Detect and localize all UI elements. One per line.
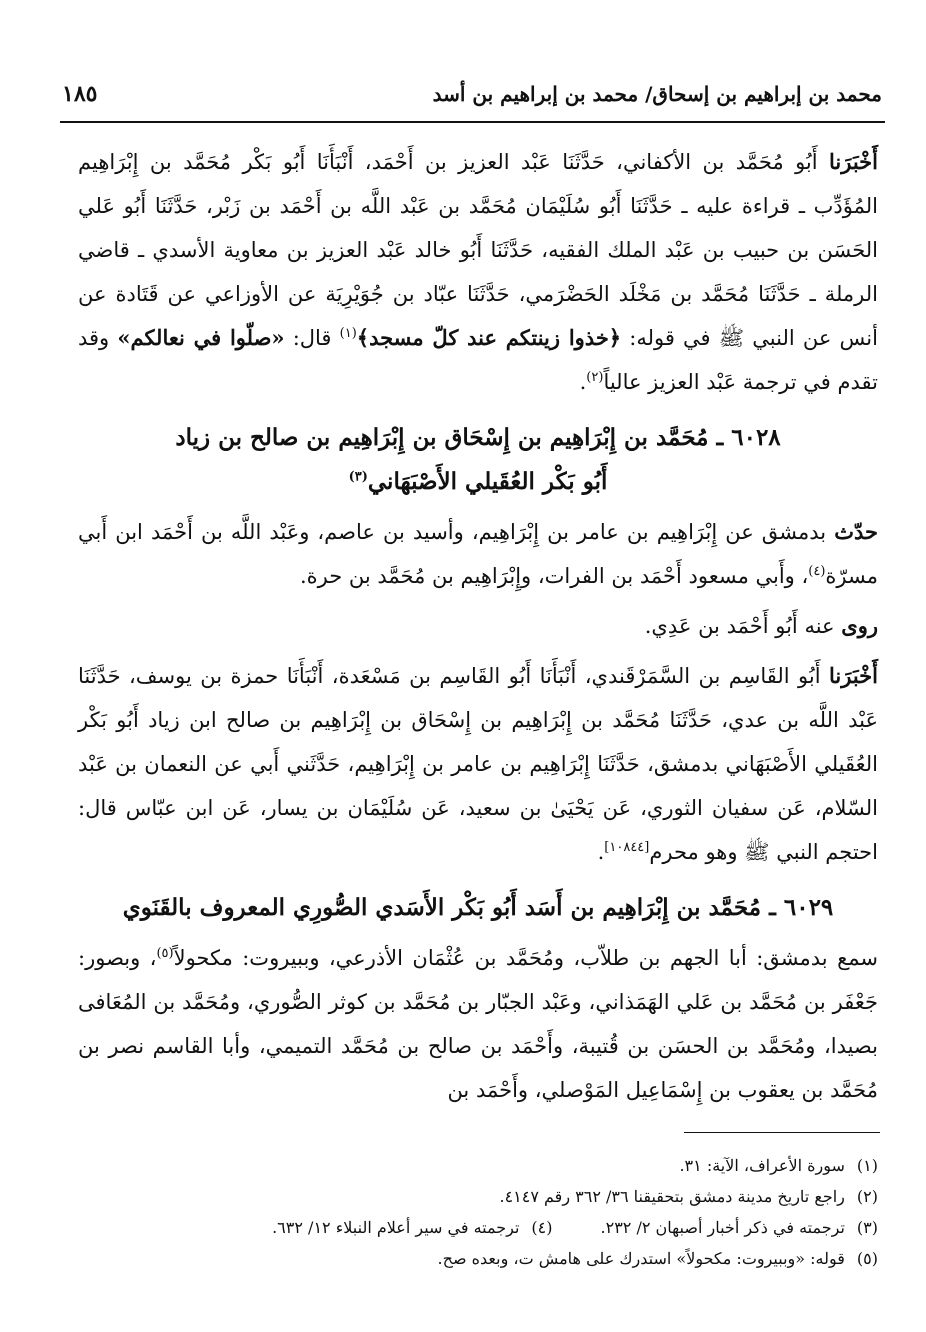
paragraph-text: قال: — [292, 326, 332, 350]
paragraph-akhbarana-1 — [78, 140, 878, 404]
paragraph-akhbarana-2 — [78, 654, 878, 874]
period: . — [597, 840, 605, 864]
footnote-ref: (٥) — [156, 946, 174, 961]
entry-heading-line: ٦٠٢٩ ـ مُحَمَّد بن إِبْرَاهِيم بن أَسَد أَبُو بَكْر الأَسَدي الصُّورِي المعروف بالقَنَوي — [122, 894, 834, 921]
running-head: محمد بن إبراهيم بن إسحاق/ محمد بن إبراهيم بن أسد — [432, 82, 882, 106]
entry-heading-6028 — [78, 416, 878, 504]
header-rule — [60, 121, 885, 123]
paragraph-rawa — [78, 604, 878, 648]
footnote — [68, 1243, 878, 1274]
main-text — [78, 140, 878, 1112]
footnote-number: (٤) — [531, 1218, 553, 1237]
paragraph-text: أَبُو القَاسِم بن السَّمَرْقَندي، أَنْبَأَنَا أَبُو القَاسِم بن مَسْعَدة، أَنْبَأَنَا حمزة بن يوسف، حَدَّثَنَا عَبْد اللَّه بن عدي، حَدَّثَنَا مُحَمَّد بن إِبْرَاهِيم بن إِسْحَاق بن إِبْرَاهِيم بن صالح ابن زياد أَبُو بَكْر العُقَيلي الأَصْبَهَاني بدمشق، حَدَّثَنَا إِبْرَاهِيم بن عامر بن إِبْرَاهِيم، حَدَّثَني أَبي عن النعمان بن عَبْد السّلام، عَن سفيان الثوري، عَن يَحْيَىٰ بن سعيد، عَن سُلَيْمَان بن يسار، عَن ابن عبّاس قال: احتجم النبي ﷺ وهو محرم — [78, 664, 878, 864]
footnote — [68, 1212, 878, 1243]
footnote-ref: (١) — [339, 326, 357, 341]
footnote-text: راجع تاريخ مدينة دمشق بتحقيقنا ٣٦/ ٣٦٢ رقم ٤١٤٧. — [499, 1187, 845, 1206]
keyword: أَخْبَرَنا — [829, 663, 878, 688]
quran-verse: ﴿خذوا زينتكم عند كلّ مسجد﴾ — [356, 325, 622, 350]
footnote-number: (٣) — [856, 1218, 878, 1237]
footnote-text: قوله: «وببيروت: مكحولاً» استدرك على هامش ت، وبعده صح. — [437, 1249, 845, 1268]
footnote-number: (٢) — [856, 1187, 878, 1206]
footnote-rule — [684, 1132, 880, 1133]
entry-heading-6029 — [78, 886, 878, 930]
page-number: ١٨٥ — [62, 81, 98, 107]
paragraph-text: بدمشق عن إِبْرَاهِيم بن عامر بن إِبْرَاهِيم، وأسيد بن عاصم، وعَبْد اللَّه بن أَحْمَد ابن أَبي مسرّة — [78, 520, 878, 588]
footnote-text: ترجمته في سير أعلام النبلاء ١٢/ ٦٣٢. — [272, 1218, 520, 1237]
footnotes — [68, 1150, 878, 1274]
footnote-number: (٥) — [856, 1249, 878, 1268]
paragraph-text: ، وبصور: جَعْفَر بن مُحَمَّد بن عَلي الهَمَذاني، وعَبْد الجبّار بن مُحَمَّد بن كوثر الصُّوري، ومُحَمَّد بن المُعَافى بصيدا، ومُحَمَّد بن الحسَن بن قُتيبة، وأَحْمَد بن صالح بن مُحَمَّد التميمي، وأبا القاسم نصر بن مُحَمَّد بن يعقوب بن إِسْمَاعِيل المَوْصلي، وأَحْمَد بن — [78, 946, 878, 1102]
page-header — [62, 74, 882, 114]
hadith-number: [١٠٨٤٤] — [604, 840, 650, 855]
paragraph-text: عنه أَبُو أَحْمَد بن عَدِي. — [644, 614, 835, 638]
footnote — [68, 1150, 878, 1181]
footnote-ref: (٤) — [808, 564, 826, 579]
period: . — [579, 370, 587, 394]
footnote-text: سورة الأعراف، الآية: ٣١. — [679, 1156, 845, 1175]
paragraph-haddath — [78, 510, 878, 598]
entry-heading-text: أَبُو بَكْر العُقَيلي الأَصْبَهَاني — [367, 468, 608, 495]
paragraph-samia — [78, 936, 878, 1112]
keyword: أَخْبَرَنا — [829, 149, 878, 174]
paragraph-text: سمع بدمشق: أبا الجهم بن طلاّب، ومُحَمَّد بن عُثْمَان الأذرعي، وببيروت: مكحولاً — [173, 946, 878, 970]
paragraph-text: وقد تقدم في ترجمة عَبْد العزيز عالياً — [78, 326, 878, 394]
footnote-ref: (٣) — [348, 469, 368, 485]
entry-heading-line: ٦٠٢٨ ـ مُحَمَّد بن إِبْرَاهِيم بن إِسْحَاق بن إِبْرَاهِيم بن صالح بن زياد — [175, 424, 781, 451]
paragraph-text: ، وأَبي مسعود أَحْمَد بن الفرات، وإِبْرَاهِيم بن مُحَمَّد بن حرة. — [299, 564, 809, 588]
keyword: حدّث — [834, 519, 878, 544]
keyword: روى — [841, 613, 878, 638]
entry-heading-line — [78, 460, 878, 504]
paragraph-text: أَبُو مُحَمَّد بن الأكفاني، حَدَّثَنَا عَبْد العزيز بن أَحْمَد، أَنْبَأَنَا أَبُو بَكْر مُحَمَّد بن إِبْرَاهِيم المُؤَدِّب ـ قراءة عليه ـ حَدَّثَنَا أَبُو سُلَيْمَان مُحَمَّد بن عَبْد اللَّه بن أَحْمَد بن زَبْر، حَدَّثَنَا أَبُو عَلي الحَسَن بن حبيب بن عَبْد الملك الفقيه، حَدَّثَنَا أَبُو خالد عَبْد العزيز بن معاوية الأسدي ـ قاضي الرملة ـ حَدَّثَنَا مُحَمَّد بن مَخْلَد الحَضْرَمي، حَدَّثَنَا عبّاد بن جُوَيْرِيَة عن الأوزاعي عن قَتَادة عن أنس عن النبي ﷺ في قوله: — [78, 150, 878, 350]
footnote-text: ترجمته في ذكر أخبار أصبهان ٢/ ٢٣٢. — [600, 1218, 845, 1237]
hadith-quote: «صلّوا في نعالكم» — [117, 325, 285, 350]
footnote — [68, 1181, 878, 1212]
footnote-number: (١) — [856, 1156, 878, 1175]
footnote-ref: (٢) — [586, 370, 604, 385]
